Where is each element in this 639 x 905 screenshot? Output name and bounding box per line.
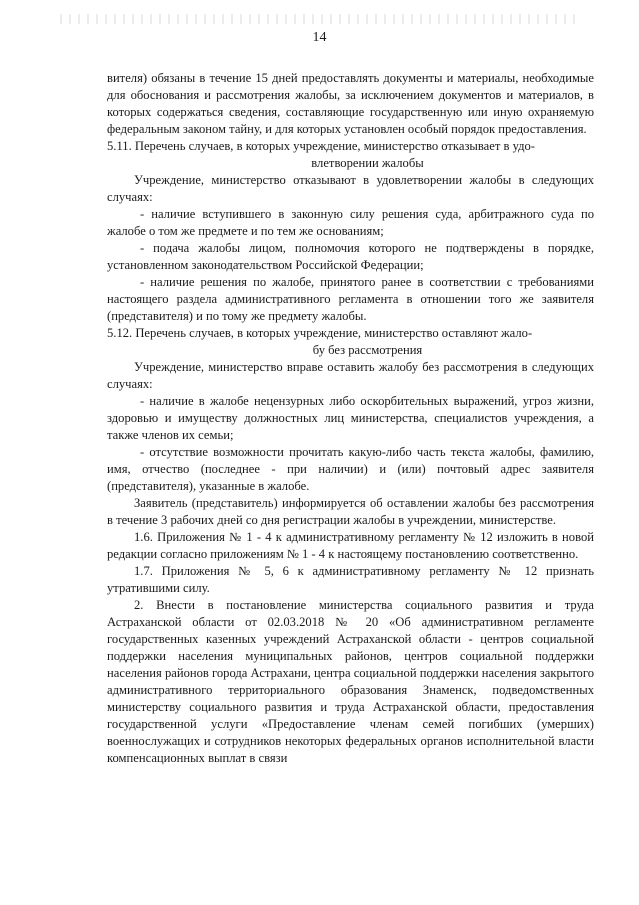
paragraph: вителя) обязаны в течение 15 дней предоставлять документы и материалы, необходимые для обоснования и рассмотрения жалобы, за исключением документов и материалов, в которых содержаться сведения, составляющие государственную или иную охраняемую федеральным законом тайну, и для которых установлен особый порядок предоставления. xyxy=(107,71,594,136)
page-number: 14 xyxy=(312,30,327,45)
list-item: - наличие в жалобе нецензурных либо оскорбительных выражений, угроз жизни, здоровью и имуществу должностных лиц министерства, специалистов учреждения, а также членов их семьи; xyxy=(107,394,594,442)
list-item: - подача жалобы лицом, полномочия которого не подтверждены в порядке, установленном законодательством Российской Федерации; xyxy=(107,241,594,272)
paragraph: Учреждение, министерство вправе оставить жалобу без рассмотрения в следующих случаях: xyxy=(107,360,594,391)
section-heading-5-11: 5.11. Перечень случаев, в которых учреждение, министерство отказывает в удо- xyxy=(107,139,535,153)
paragraph: 1.6. Приложения № 1 - 4 к административному регламенту № 12 изложить в новой редакции согласно приложениям № 1 - 4 к настоящему постановлению соответственно. xyxy=(107,530,594,561)
paragraph: Учреждение, министерство отказывают в удовлетворении жалобы в следующих случаях: xyxy=(107,173,594,204)
section-heading-5-12-cont: бу без рассмотрения xyxy=(312,343,423,357)
section-heading-5-12: 5.12. Перечень случаев, в которых учреждение, министерство оставляют жало- xyxy=(107,326,533,340)
list-item: - наличие решения по жалобе, принятого ранее в соответствии с требованиями настоящего раздела административного регламента в отношении того же заявителя (представителя) и по тому же предмету жалобы. xyxy=(107,275,594,323)
document-body xyxy=(107,70,594,767)
list-item: - отсутствие возможности прочитать какую-либо часть текста жалобы, фамилию, имя, отчество (последнее - при наличии) и (или) почтовый адрес заявителя (представителя), указанные в жалобе. xyxy=(107,445,594,493)
list-item: - наличие вступившего в законную силу решения суда, арбитражного суда по жалобе о том же предмете и по тем же основаниям; xyxy=(107,207,594,238)
paragraph: Заявитель (представитель) информируется об оставлении жалобы без рассмотрения в течение 3 рабочих дней со дня регистрации жалобы в учреждении, министерстве. xyxy=(107,496,594,527)
paragraph: 1.7. Приложения № 5, 6 к административному регламенту № 12 признать утратившими силу. xyxy=(107,564,594,595)
paragraph: 2. Внести в постановление министерства социального развития и труда Астраханской области от 02.03.2018 № 20 «Об административном регламенте государственных казенных учреждений Астраханской области - центров социальной поддержки населения муниципальных районов, центров социальной поддержки населения районов города Астрахани, центра социальной поддержки населения закрытого административного территориального образования Знаменск, подведомственных министерству социального развития и труда Астраханской области, предоставления государственной услуги «Предоставление членам семей погибших (умерших) военнослужащих и сотрудников некоторых федеральных органов исполнительной власти компенсационных выплат в связи xyxy=(107,598,594,765)
scan-artifact xyxy=(60,14,580,24)
section-heading-5-11-cont: влетворении жалобы xyxy=(311,156,424,170)
